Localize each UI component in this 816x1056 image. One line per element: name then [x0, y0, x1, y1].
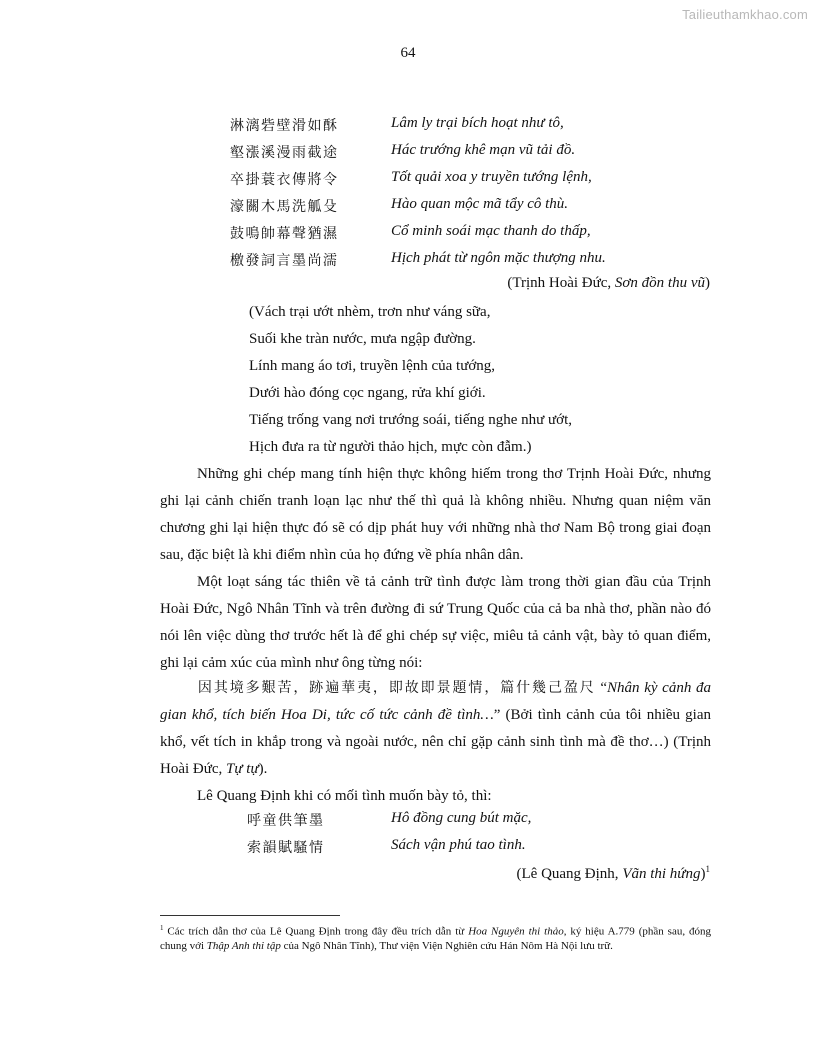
- poem-block-le-quang-dinh: [247, 810, 717, 864]
- footnote-title: Thập Anh thi tập: [206, 939, 281, 952]
- poem-line-transliteration: Hô đồng cung bút mặc,: [391, 810, 532, 826]
- quote-open-mark: “: [595, 680, 608, 696]
- poem-line-han: 索韻賦騷情: [247, 840, 325, 856]
- translation-line: Hịch đưa ra từ người thảo hịch, mực còn đẫm.): [249, 439, 532, 455]
- poem-line-han: 呼童供筆墨: [247, 813, 325, 829]
- poem-line-transliteration: Cổ minh soái mạc thanh do thấp,: [391, 223, 591, 239]
- poem-line-transliteration: Hác trướng khê mạn vũ tải đồ.: [391, 142, 576, 158]
- body-paragraph: [160, 569, 711, 677]
- poem-line: [247, 810, 717, 837]
- poem-line-transliteration: Hào quan mộc mã tẩy cô thù.: [391, 196, 569, 212]
- body-paragraph: [160, 461, 711, 569]
- translation-line: Lính mang áo tơi, truyền lệnh của tướng,: [249, 358, 496, 374]
- attribution-author: (Lê Quang Định,: [516, 866, 623, 882]
- page-number: 64: [400, 45, 416, 61]
- translation-line: Suối khe tràn nước, mưa ngập đường.: [249, 331, 476, 347]
- poem-line: [230, 221, 730, 248]
- footnote-reference[interactable]: 1: [705, 864, 710, 874]
- quote-transliteration: Nhân kỳ cảnh đa gian khổ, tích biến Hoa Di, tức cố tức cảnh đề tình…: [160, 680, 711, 723]
- footnote-mark: 1: [160, 924, 164, 932]
- translation-line: (Vách trại ướt nhèm, trơn như váng sữa,: [249, 304, 491, 320]
- poem-line-han: 淋漓砦壁滑如酥: [230, 118, 339, 134]
- footnote-text: của Ngô Nhân Tĩnh), Thư viện Viện Nghiên cứu Hán Nôm Hà Nội lưu trữ.: [280, 939, 613, 952]
- paragraph-text: Những ghi chép mang tính hiện thực không hiếm trong thơ Trịnh Hoài Đức, nhưng ghi lại cảnh chiến tranh loạn lạc như thế thì quả là không nhiều. Nhưng quan niệm văn chương ghi lại hiện thực đó sẽ có dịp phát huy với những nhà thơ Nam Bộ trong giai đoạn sau, đặc biệt là khi điểm nhìn của họ đứng về phía nhân dân.: [160, 466, 711, 563]
- poem-attribution: [160, 864, 710, 883]
- poem-line: [230, 248, 730, 275]
- poem-line-transliteration: Hịch phát từ ngôn mặc thượng nhu.: [391, 250, 606, 266]
- watermark: Tailieuthamkhao.com: [682, 7, 808, 22]
- footnote: [160, 921, 711, 953]
- poem-translation: [249, 302, 729, 464]
- attribution-close: ): [700, 866, 706, 882]
- quotation-paragraph: [160, 675, 711, 783]
- footnote-title: Hoa Nguyên thi thảo: [468, 925, 564, 938]
- poem-line-han: 壑漲溪漫雨截途: [230, 145, 339, 161]
- quote-close: ).: [258, 761, 268, 777]
- poem-line: [230, 167, 730, 194]
- paragraph-text: Một loạt sáng tác thiên về tả cảnh trữ tình được làm trong thời gian đầu của Trịnh Hoài Đức, Ngô Nhân Tĩnh và trên đường đi sứ Trung Quốc của cả ba nhà thơ, phần nào đó nói lên việc dùng thơ trước hết là để ghi chép sự việc, miêu tả cảnh vật, bày tỏ quan điểm, ghi lại cảm xúc của mình như ông từng nói:: [160, 574, 711, 671]
- paragraph-text: Lê Quang Định khi có mối tình muốn bày tỏ, thì:: [197, 788, 492, 804]
- poem-line-transliteration: Lâm ly trại bích hoạt như tô,: [391, 115, 564, 131]
- poem-line-han: 濠關木馬洗觚殳: [230, 199, 339, 215]
- footnote-separator: [160, 915, 340, 916]
- translation-line: Tiếng trống vang nơi trướng soái, tiếng nghe như ướt,: [249, 412, 573, 428]
- poem-block-trinh-hoai-duc: [230, 113, 730, 275]
- body-paragraph: [160, 783, 711, 810]
- translation-line: Dưới hào đóng cọc ngang, rửa khí giới.: [249, 385, 486, 401]
- quote-translation: ” (Bởi tình cảnh của tôi nhiều gian khổ, vết tích in khắp trong và ngoài nước, nên chỉ gặp cảnh sinh tình mà đề thơ…) (Trịnh Hoài Đức,: [160, 707, 711, 777]
- poem-line-han: 鼓鳴帥幕聲猶濕: [230, 226, 339, 242]
- poem-line-transliteration: Tốt quải xoa y truyền tướng lệnh,: [391, 169, 592, 185]
- poem-line: [230, 194, 730, 221]
- poem-line: [230, 113, 730, 140]
- attribution-close: ): [705, 275, 710, 291]
- quote-han-text: 因其境多艱苦，跡遍華夷，即故即景題情，篇什幾己盈尺: [197, 680, 596, 696]
- poem-line: [230, 140, 730, 167]
- poem-line-transliteration: Sách vận phú tao tình.: [391, 837, 526, 853]
- poem-line-han: 檄發詞言墨尚濡: [230, 253, 339, 269]
- attribution-title: Sơn đồn thu vũ: [614, 275, 705, 291]
- poem-line: [247, 837, 717, 864]
- attribution-title: Vãn thi hứng: [622, 866, 701, 882]
- quote-source-title: Tự tự: [226, 761, 259, 777]
- footnote-text: Các trích dẫn thơ của Lê Quang Định trong đây đều trích dẫn từ: [163, 925, 469, 938]
- poem-line-han: 卒掛蓑衣傳將令: [230, 172, 339, 188]
- poem-attribution: [160, 275, 710, 292]
- attribution-author: (Trịnh Hoài Đức,: [507, 275, 615, 291]
- footnote-text: , ký hiệu A.779 (phần sau, đóng chung với: [160, 925, 712, 952]
